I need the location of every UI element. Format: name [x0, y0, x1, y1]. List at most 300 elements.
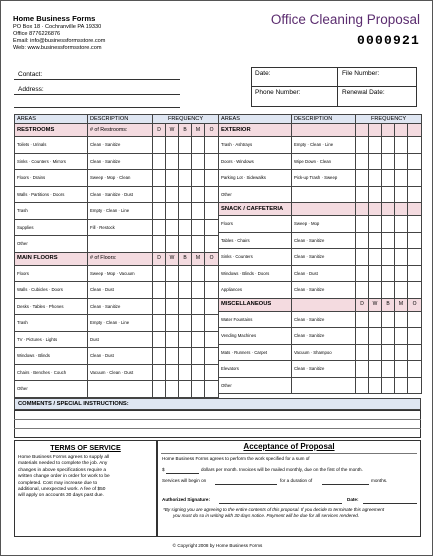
frequency-checkbox[interactable] — [369, 137, 382, 154]
area-cell: Chairs · Benches · Couch — [15, 364, 88, 381]
left-services-table — [14, 114, 219, 398]
frequency-checkbox[interactable] — [408, 216, 422, 233]
frequency-checkbox[interactable] — [179, 236, 192, 253]
frequency-code-label — [369, 124, 382, 137]
frequency-checkbox[interactable] — [408, 282, 422, 299]
frequency-checkbox[interactable] — [408, 344, 422, 361]
frequency-checkbox[interactable] — [166, 364, 179, 381]
section-header-row — [219, 124, 422, 137]
frequency-checkbox[interactable] — [408, 232, 422, 249]
frequency-checkbox[interactable] — [395, 216, 408, 233]
description-cell: Sweep · Mop — [292, 216, 356, 233]
signature-date-field[interactable] — [363, 503, 417, 504]
terms-line: completed. Cost may increase due to — [18, 480, 98, 486]
terms-line: materials needed to complete the job. Any — [18, 461, 108, 467]
description-cell: Sweep · Mop · Clean — [88, 170, 153, 187]
area-cell: Other — [219, 186, 292, 203]
description-cell: Empty · Clean · Line — [88, 203, 153, 220]
frequency-checkbox[interactable] — [205, 186, 219, 203]
terms-line: additional, unexpected work. A fee of $50 — [18, 487, 106, 493]
frequency-checkbox[interactable] — [179, 282, 192, 299]
frequency-code-label: M — [192, 252, 205, 265]
area-cell: Water Fountains — [219, 311, 292, 328]
section-header-row — [219, 203, 422, 216]
frequency-checkbox[interactable] — [192, 236, 205, 253]
document-title: Office Cleaning Proposal — [270, 12, 420, 27]
frequency-checkbox[interactable] — [205, 236, 219, 253]
terms-line: changes in above specifications require a — [18, 467, 106, 473]
frequency-checkbox[interactable] — [192, 298, 205, 315]
frequency-checkbox[interactable] — [395, 361, 408, 378]
frequency-checkbox[interactable] — [382, 153, 395, 170]
frequency-checkbox[interactable] — [408, 186, 422, 203]
section-spacer — [292, 298, 356, 311]
area-cell: Trash — [15, 203, 88, 220]
service-row — [15, 364, 219, 381]
frequency-checkbox[interactable] — [192, 265, 205, 282]
description-cell: Clean · Dust — [292, 265, 356, 282]
meta-box — [251, 67, 417, 107]
frequency-code-label: D — [153, 124, 166, 137]
frequency-checkbox[interactable] — [153, 203, 166, 220]
description-cell: Wipe Down · Clean — [292, 153, 356, 170]
frequency-checkbox[interactable] — [356, 361, 369, 378]
description-cell: Clean · Dust — [88, 282, 153, 299]
company-name: Home Business Forms — [13, 14, 96, 23]
service-row — [15, 331, 219, 348]
disclaimer-line-2: you must do so in writing with 30 days notice. Payment will be due for all services rendered. — [173, 513, 360, 518]
frequency-checkbox[interactable] — [382, 344, 395, 361]
frequency-checkbox[interactable] — [166, 203, 179, 220]
frequency-checkbox[interactable] — [395, 137, 408, 154]
frequency-checkbox[interactable] — [153, 315, 166, 332]
frequency-checkbox[interactable] — [192, 186, 205, 203]
section-title: SNACK / CAFFETERIA — [219, 203, 292, 216]
description-cell: Clean · Sanitize — [292, 249, 356, 266]
frequency-checkbox[interactable] — [166, 282, 179, 299]
acceptance-title: Acceptance of Proposal — [243, 442, 335, 451]
frequency-checkbox[interactable] — [382, 377, 395, 394]
meta-divider — [251, 86, 417, 87]
phone-number-field[interactable]: Phone Number: — [255, 89, 301, 96]
frequency-checkbox[interactable] — [382, 361, 395, 378]
service-row — [219, 249, 422, 266]
frequency-checkbox[interactable] — [166, 170, 179, 187]
frequency-checkbox[interactable] — [179, 170, 192, 187]
frequency-checkbox[interactable] — [369, 344, 382, 361]
areas-header: AREAS — [219, 115, 292, 124]
description-cell: Clean · Sanitize — [292, 311, 356, 328]
comments-line-2 — [14, 428, 421, 429]
description-cell: Clean · Sanitize · Dust — [88, 186, 153, 203]
service-row — [15, 348, 219, 365]
description-cell: Fill · Restock — [88, 219, 153, 236]
description-cell: Empty · Clean · Line — [88, 315, 153, 332]
service-row — [15, 298, 219, 315]
date-field[interactable]: Date: — [255, 70, 271, 77]
description-cell: Vacuum · Shampoo — [292, 344, 356, 361]
company-address: PO Box 18 · Cochranville PA 19330 — [13, 24, 102, 30]
frequency-checkbox[interactable] — [166, 137, 179, 154]
frequency-checkbox[interactable] — [166, 265, 179, 282]
section-header-row — [15, 124, 219, 137]
frequency-code-label — [382, 203, 395, 216]
frequency-checkbox[interactable] — [205, 137, 219, 154]
frequency-code-label — [369, 203, 382, 216]
frequency-checkbox[interactable] — [192, 153, 205, 170]
area-cell: Elevators — [219, 361, 292, 378]
frequency-checkbox[interactable] — [369, 377, 382, 394]
frequency-checkbox[interactable] — [395, 170, 408, 187]
address-label: Address: — [18, 86, 44, 93]
description-cell: Clean · Sanitize — [292, 282, 356, 299]
amount-field[interactable] — [166, 473, 199, 474]
area-cell: Tables · Chairs — [219, 232, 292, 249]
frequency-checkbox[interactable] — [205, 298, 219, 315]
frequency-code-label: O — [205, 252, 219, 265]
frequency-checkbox[interactable] — [369, 328, 382, 345]
signature-field[interactable] — [219, 503, 342, 504]
frequency-checkbox[interactable] — [369, 216, 382, 233]
frequency-checkbox[interactable] — [192, 170, 205, 187]
frequency-checkbox[interactable] — [356, 170, 369, 187]
frequency-checkbox[interactable] — [395, 232, 408, 249]
area-cell: Desks · Tables · Phones — [15, 298, 88, 315]
address-field-line-1[interactable] — [14, 94, 180, 95]
frequency-checkbox[interactable] — [408, 377, 422, 394]
service-row — [219, 170, 422, 187]
section-count-field[interactable]: # of Restrooms: — [88, 124, 153, 137]
description-cell: Pick-up Trash · Sweep — [292, 170, 356, 187]
frequency-checkbox[interactable] — [192, 315, 205, 332]
company-web: Web: www.businessformsstore.com — [13, 45, 102, 51]
frequency-checkbox[interactable] — [382, 249, 395, 266]
service-row — [15, 265, 219, 282]
area-cell: Sinks · Counters · Mirrors — [15, 153, 88, 170]
service-row — [219, 311, 422, 328]
acceptance-title-rule — [161, 453, 417, 454]
months-label: months. — [371, 478, 388, 483]
frequency-checkbox[interactable] — [369, 311, 382, 328]
document-number: 0000921 — [356, 33, 420, 48]
frequency-checkbox[interactable] — [192, 364, 205, 381]
comments-box[interactable] — [14, 410, 421, 438]
signature-label: Authorized Signature: — [162, 497, 210, 502]
duration-label: for a duration of — [280, 478, 313, 483]
frequency-checkbox[interactable] — [205, 282, 219, 299]
frequency-checkbox[interactable] — [382, 186, 395, 203]
contact-field[interactable] — [14, 79, 180, 80]
description-header: DESCRIPTION — [88, 115, 153, 124]
frequency-checkbox[interactable] — [356, 186, 369, 203]
frequency-checkbox[interactable] — [382, 282, 395, 299]
area-cell: Windows · Blinds — [15, 348, 88, 365]
frequency-checkbox[interactable] — [153, 186, 166, 203]
frequency-checkbox[interactable] — [192, 203, 205, 220]
frequency-checkbox[interactable] — [369, 232, 382, 249]
frequency-code-label: B — [179, 124, 192, 137]
frequency-checkbox[interactable] — [192, 348, 205, 365]
section-header-row — [15, 252, 219, 265]
service-row — [219, 361, 422, 378]
frequency-checkbox[interactable] — [166, 315, 179, 332]
frequency-checkbox[interactable] — [369, 170, 382, 187]
frequency-checkbox[interactable] — [356, 328, 369, 345]
frequency-checkbox[interactable] — [408, 311, 422, 328]
description-cell: Clean · Sanitize — [88, 298, 153, 315]
frequency-code-label: D — [153, 252, 166, 265]
acceptance-box — [157, 440, 421, 537]
frequency-checkbox[interactable] — [153, 348, 166, 365]
acceptance-sum-text: Home Business Forms agrees to perform the work specified for a sum of — [162, 456, 310, 461]
area-cell: Supplies — [15, 219, 88, 236]
frequency-checkbox[interactable] — [369, 361, 382, 378]
description-cell: Sweep · Mop · Vacuum — [88, 265, 153, 282]
frequency-checkbox[interactable] — [382, 216, 395, 233]
description-cell: Clean · Sanitize — [292, 232, 356, 249]
frequency-checkbox[interactable] — [408, 137, 422, 154]
description-cell — [292, 186, 356, 203]
frequency-checkbox[interactable] — [153, 137, 166, 154]
frequency-checkbox[interactable] — [192, 381, 205, 398]
frequency-checkbox[interactable] — [408, 153, 422, 170]
frequency-checkbox[interactable] — [369, 282, 382, 299]
frequency-checkbox[interactable] — [382, 232, 395, 249]
area-cell: Floors — [15, 265, 88, 282]
frequency-checkbox[interactable] — [205, 381, 219, 398]
frequency-checkbox[interactable] — [166, 153, 179, 170]
description-cell: Vacuum · Clean · Dust — [88, 364, 153, 381]
frequency-code-label — [382, 124, 395, 137]
frequency-checkbox[interactable] — [408, 170, 422, 187]
frequency-checkbox[interactable] — [395, 153, 408, 170]
service-row — [219, 344, 422, 361]
service-row — [15, 203, 219, 220]
frequency-checkbox[interactable] — [382, 265, 395, 282]
terms-title: TERMS OF SERVICE — [50, 443, 121, 452]
frequency-checkbox[interactable] — [369, 153, 382, 170]
service-row — [15, 186, 219, 203]
frequency-checkbox[interactable] — [382, 311, 395, 328]
section-header-row — [219, 298, 422, 311]
frequency-checkbox[interactable] — [205, 153, 219, 170]
area-cell: Other — [15, 236, 88, 253]
frequency-checkbox[interactable] — [192, 219, 205, 236]
description-cell: Clean · Sanitize — [88, 137, 153, 154]
frequency-checkbox[interactable] — [408, 328, 422, 345]
frequency-checkbox[interactable] — [356, 249, 369, 266]
description-cell: Clean · Sanitize — [88, 153, 153, 170]
frequency-checkbox[interactable] — [179, 381, 192, 398]
frequency-checkbox[interactable] — [153, 381, 166, 398]
area-cell: Other — [15, 381, 88, 398]
frequency-checkbox[interactable] — [153, 331, 166, 348]
frequency-checkbox[interactable] — [192, 282, 205, 299]
frequency-code-label: B — [382, 298, 395, 311]
section-title: RESTROOMS — [15, 124, 88, 137]
frequency-checkbox[interactable] — [356, 216, 369, 233]
frequency-checkbox[interactable] — [179, 348, 192, 365]
frequency-code-label: B — [179, 252, 192, 265]
area-cell: Trash · Ashtrays — [219, 137, 292, 154]
frequency-checkbox[interactable] — [395, 186, 408, 203]
table-header-row — [219, 115, 422, 124]
service-row — [219, 137, 422, 154]
frequency-checkbox[interactable] — [179, 137, 192, 154]
frequency-checkbox[interactable] — [205, 170, 219, 187]
area-cell: Toilets · Urinals — [15, 137, 88, 154]
frequency-checkbox[interactable] — [166, 186, 179, 203]
frequency-code-label — [356, 203, 369, 216]
comments-line-1 — [14, 419, 421, 420]
frequency-checkbox[interactable] — [179, 219, 192, 236]
frequency-checkbox[interactable] — [369, 265, 382, 282]
frequency-checkbox[interactable] — [166, 219, 179, 236]
frequency-checkbox[interactable] — [205, 219, 219, 236]
area-cell: TV · Pictures · Lights — [15, 331, 88, 348]
contact-label: Contact: — [18, 71, 43, 78]
frequency-checkbox[interactable] — [205, 331, 219, 348]
frequency-checkbox[interactable] — [356, 377, 369, 394]
area-cell: Appliances — [219, 282, 292, 299]
frequency-checkbox[interactable] — [395, 344, 408, 361]
area-cell: Windows · Blinds · Doors — [219, 265, 292, 282]
frequency-checkbox[interactable] — [153, 298, 166, 315]
frequency-checkbox[interactable] — [356, 265, 369, 282]
frequency-checkbox[interactable] — [179, 331, 192, 348]
start-date-field[interactable] — [215, 484, 277, 485]
frequency-checkbox[interactable] — [395, 265, 408, 282]
service-row — [15, 153, 219, 170]
area-cell: Walls · Cubicles · Doors — [15, 282, 88, 299]
dollar-sign: $ — [162, 467, 165, 472]
frequency-checkbox[interactable] — [408, 361, 422, 378]
frequency-checkbox[interactable] — [192, 137, 205, 154]
terms-line: written change order in order for work to be — [18, 474, 110, 480]
description-cell: Clean · Sanitize — [292, 361, 356, 378]
acceptance-billing-text: dollars per month. Invoices will be mailed monthly, due on the first of the month. — [201, 467, 363, 472]
description-cell: Clean · Dust — [88, 348, 153, 365]
frequency-checkbox[interactable] — [179, 298, 192, 315]
service-row — [219, 232, 422, 249]
frequency-checkbox[interactable] — [382, 328, 395, 345]
comments-header: COMMENTS / SPECIAL INSTRUCTIONS: — [14, 398, 421, 410]
frequency-checkbox[interactable] — [179, 315, 192, 332]
frequency-checkbox[interactable] — [153, 153, 166, 170]
area-cell: Sinks · Counters — [219, 249, 292, 266]
frequency-checkbox[interactable] — [153, 265, 166, 282]
frequency-checkbox[interactable] — [395, 282, 408, 299]
frequency-checkbox[interactable] — [408, 265, 422, 282]
frequency-checkbox[interactable] — [369, 186, 382, 203]
frequency-code-label: O — [408, 298, 422, 311]
frequency-checkbox[interactable] — [369, 249, 382, 266]
service-row — [219, 328, 422, 345]
section-spacer — [292, 124, 356, 137]
frequency-checkbox[interactable] — [179, 364, 192, 381]
area-cell: Mats · Runners · Carpet — [219, 344, 292, 361]
frequency-code-label: M — [192, 124, 205, 137]
frequency-checkbox[interactable] — [356, 311, 369, 328]
frequency-checkbox[interactable] — [166, 331, 179, 348]
frequency-checkbox[interactable] — [382, 137, 395, 154]
frequency-checkbox[interactable] — [166, 236, 179, 253]
terms-line: Home Business Forms agrees to supply all — [18, 455, 110, 460]
frequency-checkbox[interactable] — [205, 364, 219, 381]
frequency-checkbox[interactable] — [179, 186, 192, 203]
frequency-code-label — [408, 124, 422, 137]
frequency-checkbox[interactable] — [356, 344, 369, 361]
area-cell: Trash — [15, 315, 88, 332]
frequency-checkbox[interactable] — [179, 203, 192, 220]
service-row — [219, 265, 422, 282]
frequency-checkbox[interactable] — [205, 203, 219, 220]
frequency-checkbox[interactable] — [153, 219, 166, 236]
frequency-checkbox[interactable] — [205, 315, 219, 332]
frequency-checkbox[interactable] — [153, 170, 166, 187]
right-services-table — [218, 114, 422, 394]
service-row — [219, 153, 422, 170]
frequency-checkbox[interactable] — [166, 348, 179, 365]
frequency-header: FREQUENCY — [356, 115, 422, 124]
frequency-checkbox[interactable] — [395, 328, 408, 345]
frequency-checkbox[interactable] — [153, 364, 166, 381]
frequency-checkbox[interactable] — [205, 265, 219, 282]
service-row — [15, 236, 219, 253]
section-title: MAIN FLOORS — [15, 252, 88, 265]
frequency-checkbox[interactable] — [205, 348, 219, 365]
services-begin-label: Services will begin on — [162, 478, 207, 483]
service-row — [219, 216, 422, 233]
frequency-checkbox[interactable] — [153, 236, 166, 253]
frequency-checkbox[interactable] — [166, 298, 179, 315]
service-row — [219, 282, 422, 299]
table-header-row — [15, 115, 219, 124]
frequency-checkbox[interactable] — [179, 265, 192, 282]
frequency-code-label — [395, 124, 408, 137]
company-email: Email: info@businessformsstore.com — [13, 38, 106, 44]
frequency-code-label — [395, 203, 408, 216]
address-field-line-2[interactable] — [14, 107, 180, 108]
section-count-field[interactable]: # of Floors: — [88, 252, 153, 265]
service-row — [15, 315, 219, 332]
renewal-date-field[interactable]: Renewal Date: — [342, 89, 385, 96]
frequency-code-label — [356, 124, 369, 137]
frequency-checkbox[interactable] — [395, 377, 408, 394]
frequency-checkbox[interactable] — [356, 282, 369, 299]
frequency-checkbox[interactable] — [356, 137, 369, 154]
frequency-checkbox[interactable] — [395, 311, 408, 328]
frequency-checkbox[interactable] — [192, 331, 205, 348]
frequency-checkbox[interactable] — [166, 381, 179, 398]
meta-column-divider — [337, 67, 338, 107]
frequency-checkbox[interactable] — [382, 170, 395, 187]
description-header: DESCRIPTION — [292, 115, 356, 124]
frequency-checkbox[interactable] — [408, 249, 422, 266]
frequency-code-label: W — [369, 298, 382, 311]
frequency-checkbox[interactable] — [153, 282, 166, 299]
frequency-checkbox[interactable] — [356, 153, 369, 170]
frequency-checkbox[interactable] — [356, 232, 369, 249]
frequency-checkbox[interactable] — [395, 249, 408, 266]
service-row — [15, 137, 219, 154]
duration-field[interactable] — [322, 484, 369, 485]
copyright-footer: © Copyright 2008 by Home Business Forms — [172, 543, 263, 548]
description-cell: Empty · Clean · Line — [292, 137, 356, 154]
frequency-checkbox[interactable] — [179, 153, 192, 170]
section-spacer — [292, 203, 356, 216]
file-number-field[interactable]: File Number: — [342, 70, 380, 77]
